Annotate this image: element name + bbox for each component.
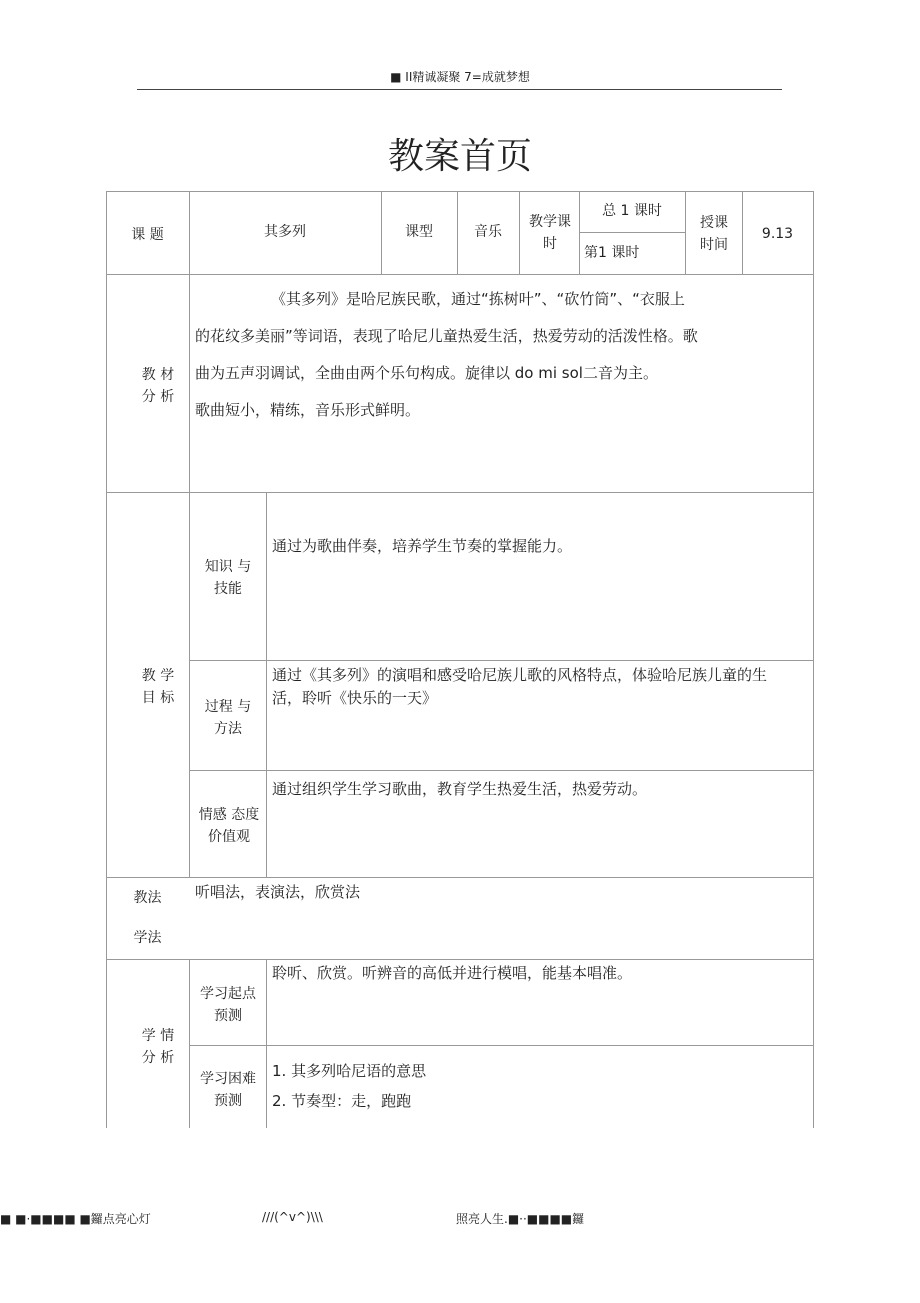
- methods-text: 听唱法，表演法，欣赏法: [195, 883, 361, 901]
- learning-method-label: 学法: [133, 930, 162, 946]
- type-label: 课型: [405, 224, 433, 240]
- goal-label: 情感 态度 价值观: [198, 807, 260, 845]
- goal-text: 通过《其多列》的演唱和感受哈尼族儿歌的风格特点，体验哈尼族儿童的生活，聆听《快乐的一天》: [272, 666, 768, 707]
- topic-value: 其多列: [264, 224, 306, 240]
- material-label: 教 材 分 析: [141, 367, 175, 405]
- goal-text: 通过为歌曲伴奏，培养学生节奏的掌握能力。: [272, 537, 573, 555]
- analysis-item-label: 学习困难预测: [200, 1071, 256, 1109]
- header-rule: [137, 89, 782, 90]
- analysis-text: 1. 其多列哈尼语的意思: [272, 1062, 427, 1080]
- analysis-text: 聆听、欣赏。听辨音的高低并进行模唱，能基本唱准。: [272, 964, 633, 982]
- page-header: ■ II精诚凝聚 7=成就梦想: [390, 70, 530, 84]
- material-line: 曲为五声羽调试，全曲由两个乐句构成。旋律以 do mi sol二音为主。: [195, 364, 658, 382]
- analysis-item-label: 学习起点预测: [200, 986, 256, 1024]
- goals-label: 教 学 目 标: [141, 668, 175, 706]
- material-line: 《其多列》是哈尼族民歌，通过“拣树叶”、“砍竹筒”、“衣服上: [271, 290, 685, 308]
- hours-label: 教学课时: [529, 214, 571, 252]
- goal-text: 通过组织学生学习歌曲，教育学生热爱生活，热爱劳动。: [272, 780, 648, 798]
- analysis-label: 学 情 分 析: [141, 1028, 175, 1066]
- type-value: 音乐: [474, 224, 502, 240]
- current-hours: 第1 课时: [584, 245, 640, 261]
- total-hours: 总 1 课时: [602, 203, 662, 219]
- footer-center: ///(^v^)\\\: [262, 1210, 323, 1224]
- analysis-text: 2. 节奏型：走，跑跑: [272, 1092, 412, 1110]
- goal-label: 知识 与 技能: [204, 559, 252, 597]
- teaching-method-label: 教法: [133, 890, 162, 906]
- topic-label: 课 题: [131, 227, 164, 243]
- footer-left: ■ ■·■■■■ ■鑼点亮心灯: [0, 1212, 151, 1226]
- page-title: 教案首页: [387, 136, 532, 177]
- date-value: 9.13: [761, 226, 794, 242]
- goal-label: 过程 与 方法: [204, 699, 252, 737]
- material-line: 歌曲短小，精练，音乐形式鲜明。: [195, 401, 421, 419]
- footer-right: 照亮人生.■··■■■■鑼: [456, 1212, 585, 1226]
- date-label: 授课时间: [700, 215, 728, 253]
- material-line: 的花纹多美丽”等词语，表现了哈尼儿童热爱生活，热爱劳动的活泼性格。歌: [195, 327, 698, 345]
